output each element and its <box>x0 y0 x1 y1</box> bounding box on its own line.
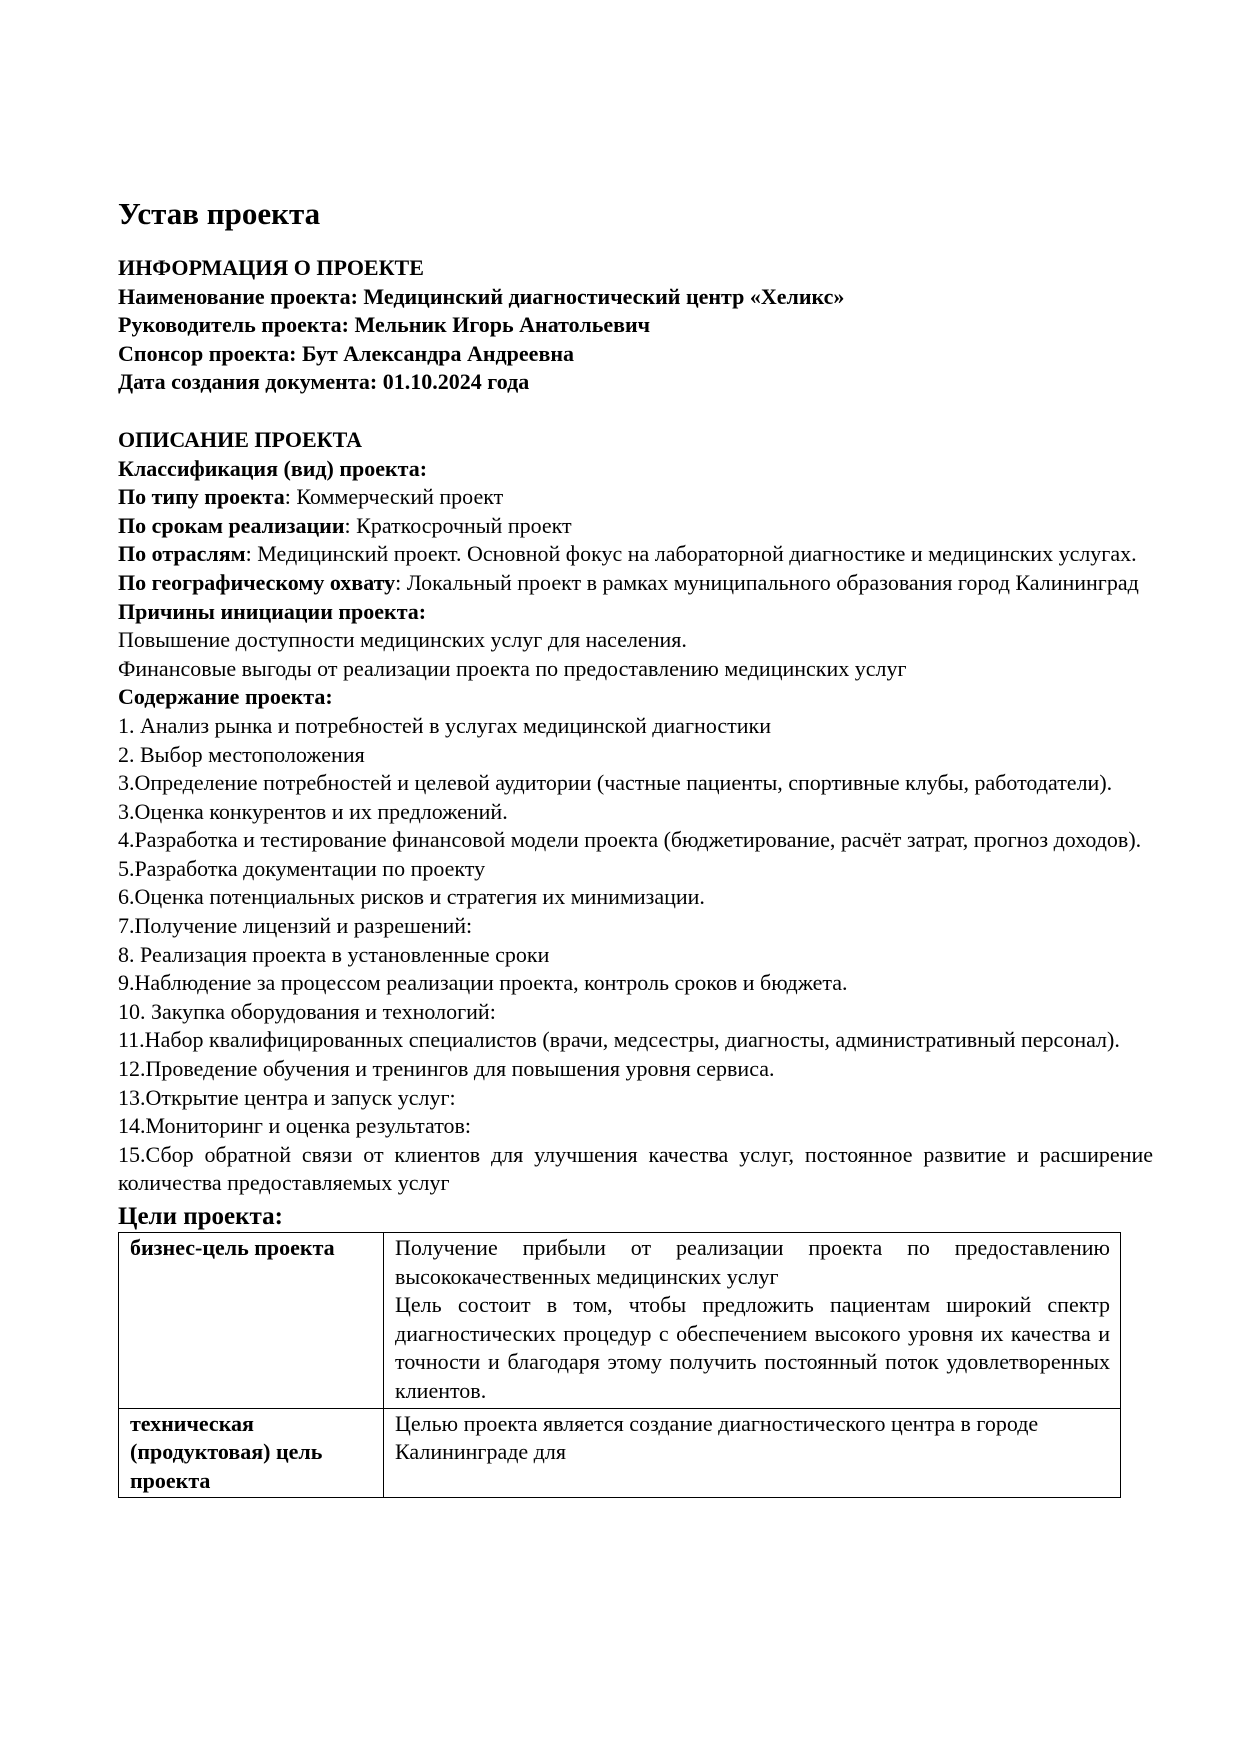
classification-label: По отраслям <box>118 541 246 567</box>
document-title: Устав проекта <box>118 196 321 231</box>
classification-value: : Локальный проект в рамках муниципального образования город Калининград <box>395 569 1139 595</box>
project-info-section <box>118 254 1153 397</box>
content-item: 12.Проведение обучения и тренингов для повышения уровня сервиса. <box>118 1056 775 1082</box>
content-item: 5.Разработка документации по проекту <box>118 855 486 881</box>
content-item: 13.Открытие центра и запуск услуг: <box>118 1084 456 1110</box>
content-item: 15.Сбор обратной связи от клиентов для улучшения качества услуг, постоянное развитие и расширение количества предоставляемых услуг <box>118 1141 1153 1196</box>
goal-text <box>384 1233 1121 1409</box>
content-item: 6.Оценка потенциальных рисков и стратегия их минимизации. <box>118 884 705 910</box>
project-description-section <box>118 426 1153 1198</box>
reason-item: Финансовые выгоды от реализации проекта по предоставлению медицинских услуг <box>118 655 907 681</box>
content-item: 2. Выбор местоположения <box>118 741 365 767</box>
classification-item <box>118 483 1153 512</box>
classification-item <box>118 569 1153 598</box>
project-info-heading: ИНФОРМАЦИЯ О ПРОЕКТЕ <box>118 255 424 280</box>
content-item: 3.Оценка конкурентов и их предложений. <box>118 798 508 824</box>
goal-paragraph: Целью проекта является создание диагностического центра в городе Калининграде для <box>395 1410 1039 1465</box>
goals-heading: Цели проекта: <box>118 1203 283 1230</box>
content-item: 11.Набор квалифицированных специалистов (врачи, медсестры, диагносты, административный персонал). <box>118 1027 1120 1053</box>
classification-heading: Классификация (вид) проекта: <box>118 455 428 481</box>
document-page <box>118 196 1153 1498</box>
classification-item <box>118 512 1153 541</box>
document-date-line: Дата создания документа: 01.10.2024 года <box>118 369 530 395</box>
classification-item <box>118 540 1153 569</box>
reason-item: Повышение доступности медицинских услуг для населения. <box>118 627 687 653</box>
classification-value: : Краткосрочный проект <box>344 512 572 538</box>
goal-paragraph: Цель состоит в том, чтобы предложить пациентам широкий спектр диагностических процедур с обеспечением высокого уровня их качества и точности и благодаря этому получить постоянный поток удовлетворенных клиентов. <box>395 1292 1110 1403</box>
content-item: 9.Наблюдение за процессом реализации проекта, контроль сроков и бюджета. <box>118 970 848 996</box>
content-item: 14.Мониторинг и оценка результатов: <box>118 1113 472 1139</box>
project-name-line: Наименование проекта: Медицинский диагностический центр «Хеликс» <box>118 283 845 309</box>
project-sponsor-line: Спонсор проекта: Бут Александра Андреевна <box>118 340 575 366</box>
project-description-heading: ОПИСАНИЕ ПРОЕКТА <box>118 426 363 452</box>
goal-paragraph: Получение прибыли от реализации проекта по предоставлению высококачественных медицинских услуг <box>395 1235 1110 1289</box>
reasons-heading: Причины инициации проекта: <box>118 598 427 624</box>
classification-label: По географическому охвату <box>118 569 396 595</box>
content-item: 8. Реализация проекта в установленные сроки <box>118 941 550 967</box>
content-item: 10. Закупка оборудования и технологий: <box>118 998 496 1024</box>
goal-label: техническая (продуктовая) цель проекта <box>119 1408 384 1498</box>
content-item: 7.Получение лицензий и разрешений: <box>118 913 473 939</box>
content-heading: Содержание проекта: <box>118 684 333 710</box>
content-item: 1. Анализ рынка и потребностей в услугах медицинской диагностики <box>118 712 771 738</box>
classification-value: : Медицинский проект. Основной фокус на лабораторной диагностике и медицинских услугах. <box>245 541 1137 567</box>
content-item: 3.Определение потребностей и целевой аудитории (частные пациенты, спортивные клубы, работодатели). <box>118 770 1113 796</box>
project-manager-line: Руководитель проекта: Мельник Игорь Анатольевич <box>118 312 651 338</box>
table-row <box>119 1408 1121 1498</box>
goal-text <box>384 1408 1121 1498</box>
content-item: 4.Разработка и тестирование финансовой модели проекта (бюджетирование, расчёт затрат, прогноз доходов). <box>118 827 1142 853</box>
classification-label: По типу проекта <box>118 484 285 510</box>
goal-label: бизнес-цель проекта <box>119 1233 384 1409</box>
classification-label: По срокам реализации <box>118 512 345 538</box>
goals-table <box>118 1232 1121 1498</box>
table-row <box>119 1233 1121 1409</box>
classification-value: : Коммерческий проект <box>284 484 504 510</box>
